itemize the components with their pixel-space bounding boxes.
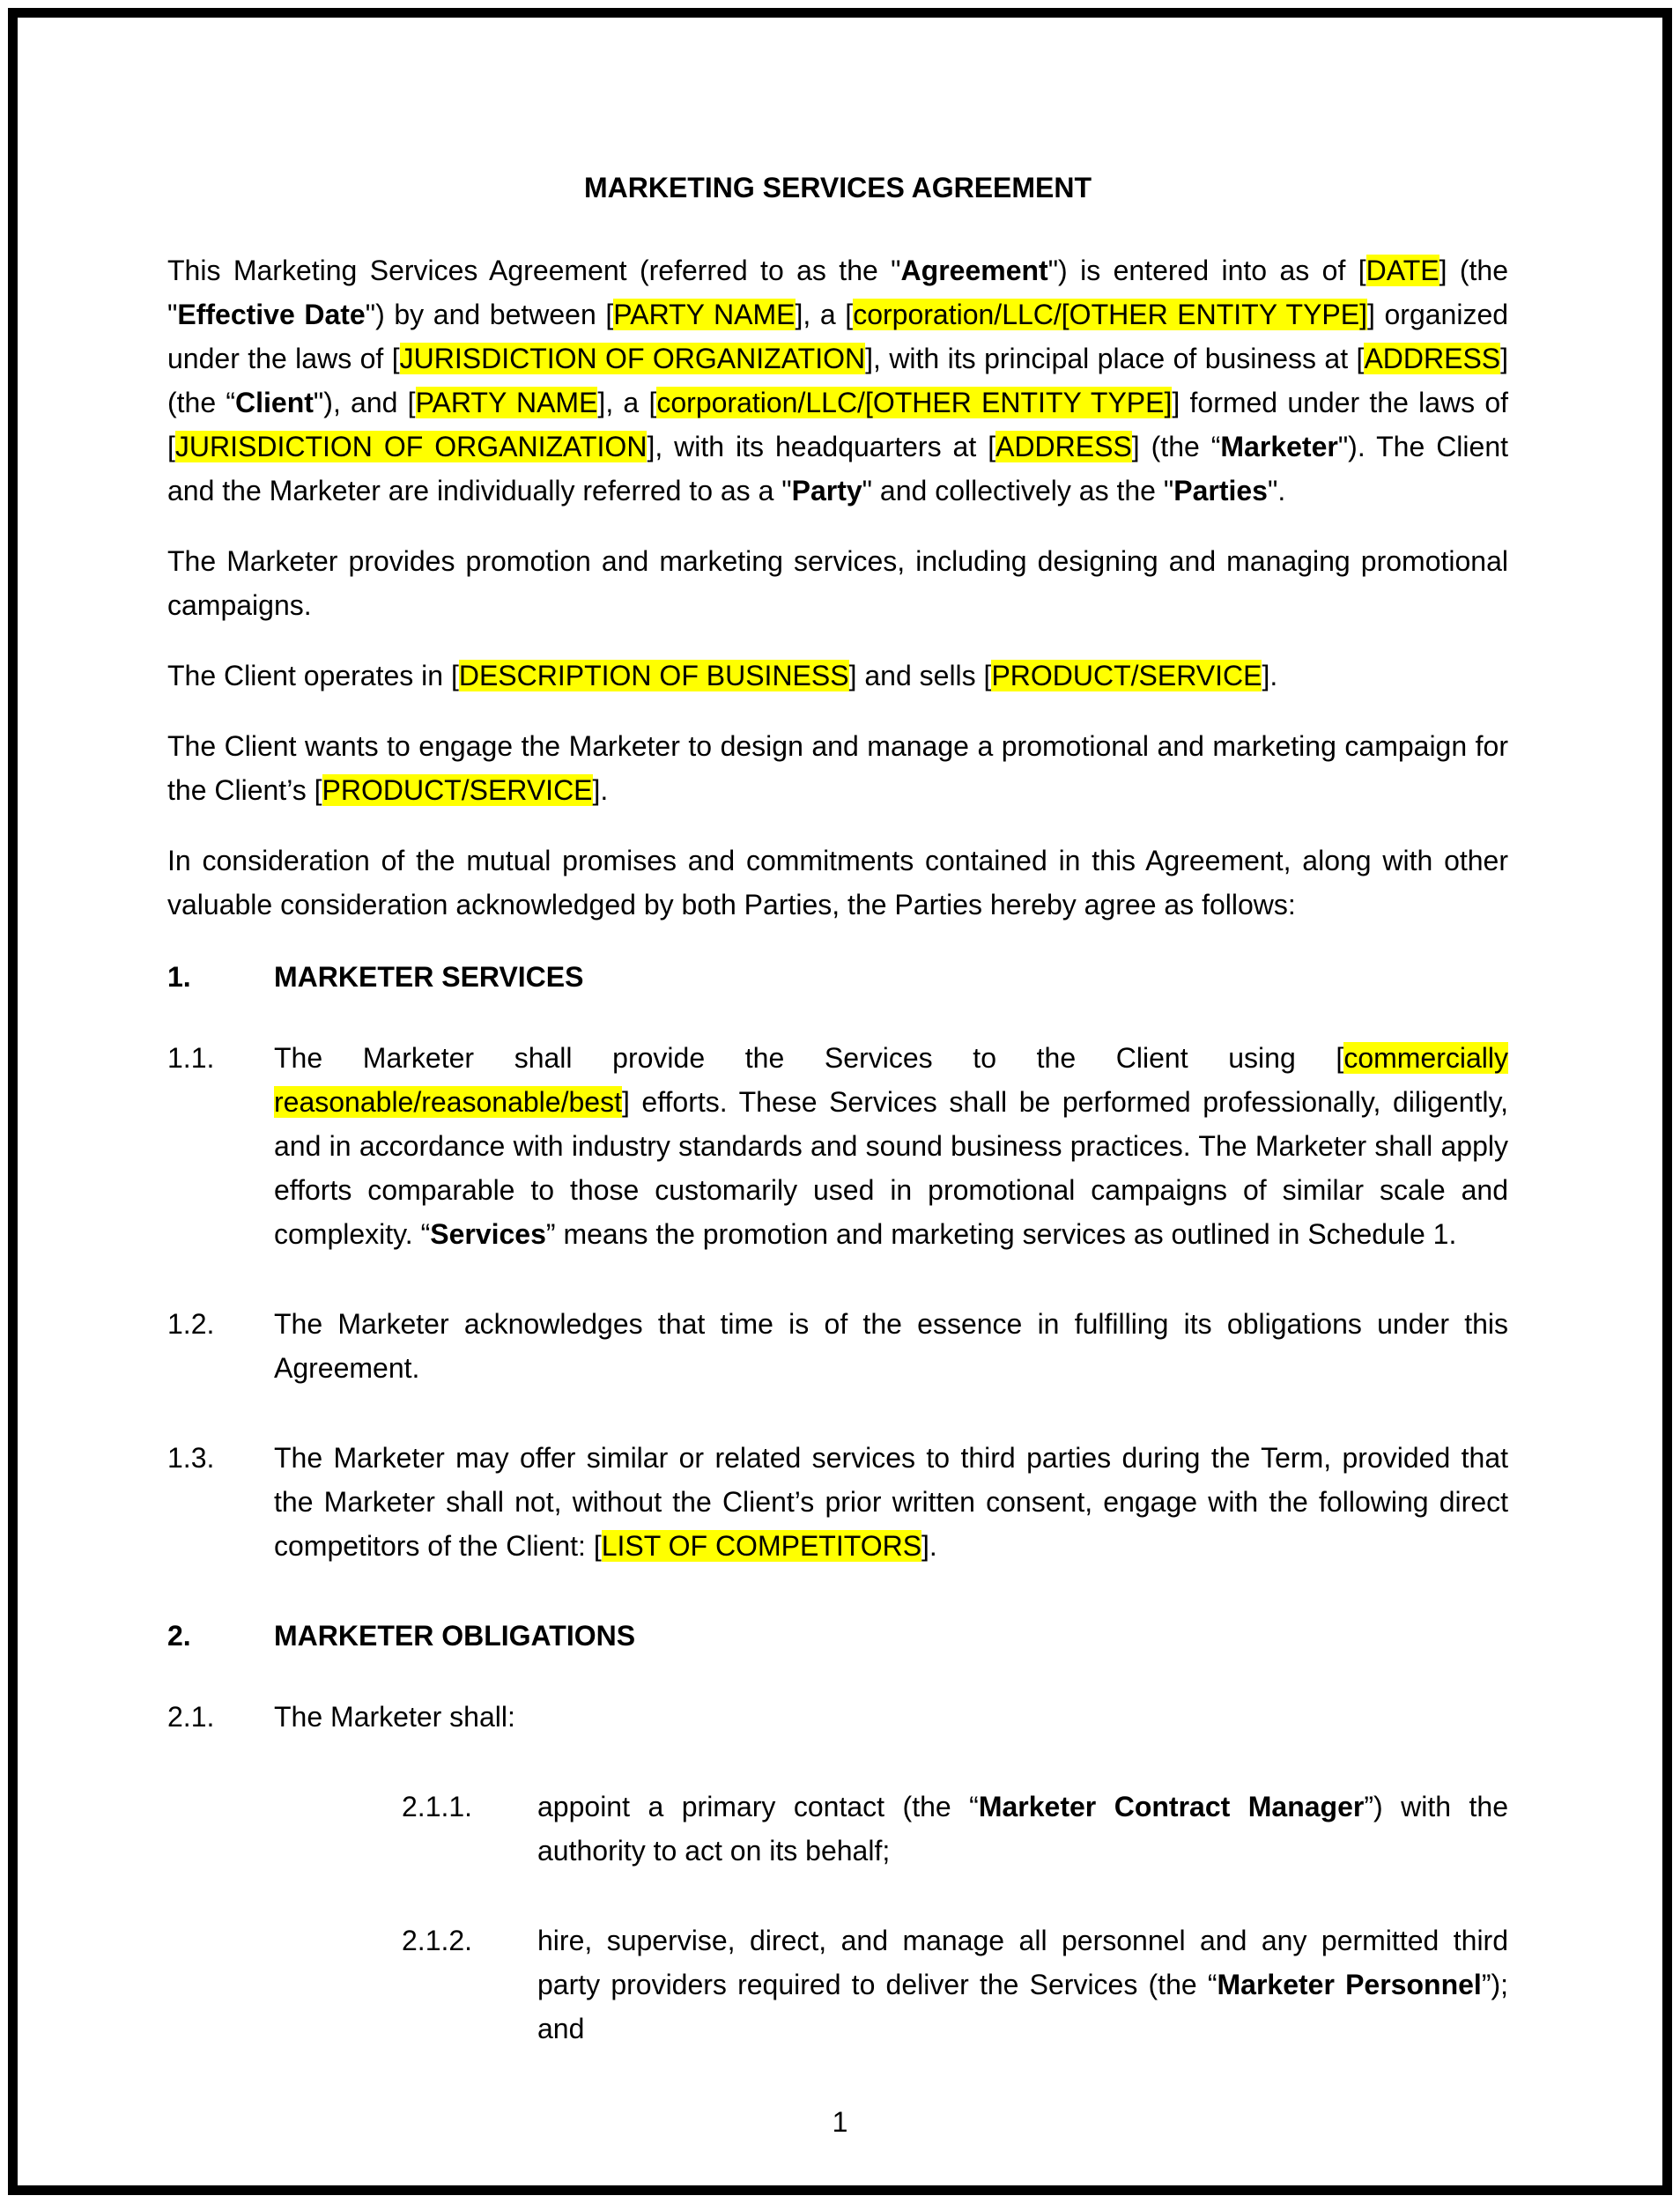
highlighted-placeholder: PRODUCT/SERVICE [991, 660, 1262, 691]
clause-1-2 [167, 1302, 1508, 1390]
bold-text-run: Agreement [900, 255, 1048, 286]
highlighted-placeholder: DESCRIPTION OF BUSINESS [458, 660, 849, 691]
text-run: The Marketer acknowledges that time is of the essence in fulfilling its obligations under this Agreement. [274, 1308, 1508, 1384]
highlighted-placeholder: ADDRESS [995, 431, 1132, 462]
bold-text-run: Party [791, 475, 862, 506]
document-title: MARKETING SERVICES AGREEMENT [583, 172, 1092, 203]
clause-1-3-number: 1.3. [167, 1442, 215, 1474]
text-run: The Marketer shall provide the Services to the Client using [ [274, 1042, 1344, 1074]
text-run: The Client wants to engage the Marketer to design and manage a promotional and marketing campaign for the Client’s [ [167, 730, 1508, 806]
clause-2-1-number: 2.1. [167, 1701, 215, 1733]
text-run: The Marketer shall: [274, 1701, 515, 1733]
document-page [8, 8, 1672, 2195]
clause-1-1-text [274, 1036, 1508, 1256]
text-run: "). The Client and the Marketer are individually referred to as a " [167, 431, 1509, 506]
section-1-number: 1. [167, 961, 191, 993]
text-run: ], a [ [795, 299, 854, 330]
clause-2-1 [167, 1695, 1508, 1739]
bold-text-run: Services [430, 1218, 546, 1250]
text-run: ] (the “ [167, 343, 1509, 418]
section-heading-1 [167, 955, 1508, 999]
text-run: ]. [1262, 660, 1278, 691]
text-run: ”) with the authority to act on its behalf; [537, 1791, 1509, 1867]
intro-paragraph-5 [167, 839, 1508, 927]
text-run: ]. [921, 1530, 937, 1562]
clause-1-2-text [274, 1302, 1508, 1390]
text-run: "), and [ [313, 387, 416, 418]
text-run: appoint a primary contact (the “ [537, 1791, 979, 1822]
intro-paragraph-3 [167, 654, 1508, 698]
highlighted-placeholder: commercially reasonable/reasonable/best [274, 1042, 1508, 1118]
page-footer [18, 2104, 1662, 2140]
intro-paragraph-4 [167, 724, 1508, 812]
text-run: " and collectively as the " [862, 475, 1174, 506]
section-2-number: 2. [167, 1620, 191, 1652]
text-run: In consideration of the mutual promises and commitments contained in this Agreement, along with other valuable consideration acknowledged by both Parties, the Parties hereby agree as follows: [167, 845, 1508, 920]
text-run: ], with its principal place of business at [ [865, 343, 1365, 374]
text-run: ” means the promotion and marketing services as outlined in Schedule 1. [545, 1218, 1457, 1250]
intro-paragraph-2 [167, 539, 1508, 627]
highlighted-placeholder: LIST OF COMPETITORS [601, 1530, 922, 1562]
highlighted-placeholder: JURISDICTION OF ORGANIZATION [399, 343, 866, 374]
section-1-title: MARKETER SERVICES [274, 961, 584, 993]
intro-paragraph-1 [167, 248, 1508, 513]
text-run: ] (the " [167, 255, 1509, 330]
clause-2-1-2-text [537, 1918, 1508, 2051]
bold-text-run: Effective Date [177, 299, 366, 330]
text-run: The Client operates in [ [167, 660, 459, 691]
section-heading-2 [167, 1614, 1508, 1658]
bold-text-run: Marketer [1220, 431, 1338, 462]
text-run: ], with its headquarters at [ [647, 431, 996, 462]
clause-1-1-number: 1.1. [167, 1042, 215, 1074]
text-run: ") by and between [ [365, 299, 614, 330]
highlighted-placeholder: JURISDICTION OF ORGANIZATION [174, 431, 648, 462]
clause-2-1-1 [402, 1785, 1508, 1873]
bold-text-run: Marketer Contract Manager [978, 1791, 1365, 1822]
text-run: The Marketer provides promotion and marketing services, including designing and managing promotional campaigns. [167, 545, 1508, 621]
text-run: ] (the “ [1131, 431, 1221, 462]
clause-2-1-1-text [537, 1785, 1508, 1873]
text-run: ") is entered into as of [ [1047, 255, 1366, 286]
page-number: 1 [832, 2106, 848, 2138]
clause-1-3-text [274, 1436, 1508, 1568]
highlighted-placeholder: ADDRESS [1364, 343, 1501, 374]
highlighted-placeholder: corporation/LLC/[OTHER ENTITY TYPE] [853, 299, 1367, 330]
text-run: ], a [ [597, 387, 657, 418]
highlighted-placeholder: DATE [1365, 255, 1439, 286]
text-run: ] and sells [ [848, 660, 992, 691]
text-run: ”); and [537, 1969, 1509, 2044]
highlighted-placeholder: PRODUCT/SERVICE [322, 774, 593, 806]
clause-1-3 [167, 1436, 1508, 1568]
clause-2-1-text [274, 1695, 1508, 1739]
highlighted-placeholder: PARTY NAME [613, 299, 796, 330]
text-run: ". [1267, 475, 1286, 506]
text-run: The Marketer may offer similar or related services to third parties during the Term, provided that the Marketer shall not, without the Client’s prior written consent, engage with the following direct competitors of the Client: [ [274, 1442, 1508, 1562]
text-run: ] formed under the laws of [ [167, 387, 1509, 462]
text-run: ]. [592, 774, 609, 806]
text-run: ] efforts. These Services shall be performed professionally, diligently, and in accordance with industry standards and sound business practices. The Marketer shall apply efforts comparable to those customarily used in promotional campaigns of similar scale and complexity. “ [274, 1086, 1508, 1250]
bold-text-run: Client [235, 387, 314, 418]
highlighted-placeholder: corporation/LLC/[OTHER ENTITY TYPE] [656, 387, 1173, 418]
highlighted-placeholder: PARTY NAME [415, 387, 598, 418]
clause-2-1-2 [402, 1918, 1508, 2051]
clause-1-1 [167, 1036, 1508, 1256]
bold-text-run: Marketer Personnel [1217, 1969, 1482, 2000]
bold-text-run: Parties [1173, 475, 1268, 506]
clause-1-2-number: 1.2. [167, 1308, 215, 1340]
clause-2-1-2-number: 2.1.2. [402, 1925, 473, 1956]
clause-2-1-1-number: 2.1.1. [402, 1791, 473, 1822]
text-run: This Marketing Services Agreement (referred to as the " [167, 255, 901, 286]
section-2-title: MARKETER OBLIGATIONS [274, 1620, 636, 1652]
text-run: hire, supervise, direct, and manage all personnel and any permitted third party providers required to deliver the Services (the “ [537, 1925, 1508, 2000]
text-run: ] organized under the laws of [ [167, 299, 1509, 374]
